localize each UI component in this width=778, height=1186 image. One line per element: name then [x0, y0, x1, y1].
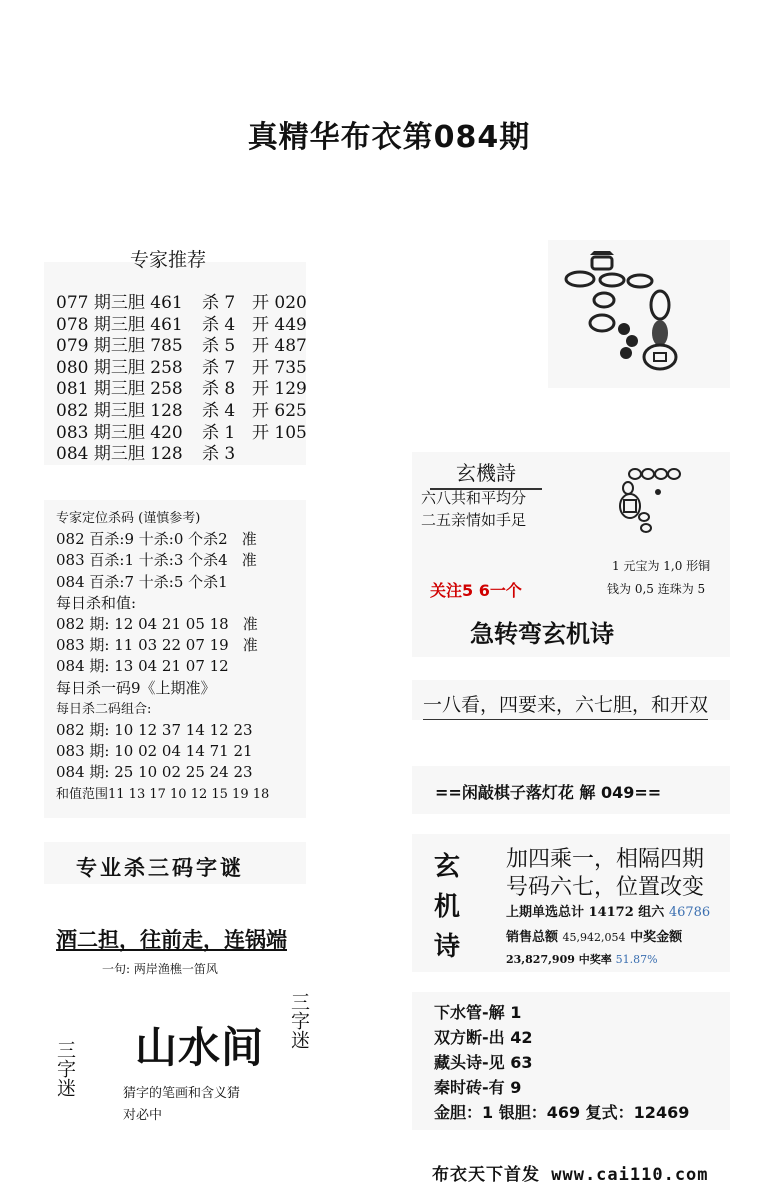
idle-riddle: ==闲敲棋子落灯花 解 049==: [435, 783, 662, 802]
riddle-hint-2: 对必中: [123, 1108, 163, 1123]
two-code-row: 082 期: 10 12 37 14 12 23: [56, 721, 253, 740]
final-line: 藏头诗-见 63: [434, 1053, 533, 1072]
riddle-vertical-right: 三字迷: [288, 992, 310, 1049]
footer-source: 布衣天下首发 www.cai110.com: [432, 1165, 709, 1185]
xj-line-1: 加四乘一，相隔四期: [506, 847, 705, 872]
expert-row: 081 期三胆 258 杀 8 开 129: [56, 379, 307, 400]
final-line: 秦时砖-有 9: [434, 1078, 522, 1097]
final-line: 下水管-解 1: [434, 1003, 522, 1022]
riddle-line: 酒二担，往前走，连锅端: [56, 927, 287, 952]
urgent-heading: 急转弯玄机诗: [470, 620, 614, 648]
xuanji-title: 玄機詩: [430, 457, 542, 490]
riddle-hint-1: 猜字的笔画和含义猜: [123, 1086, 241, 1101]
two-code-row: 084 期: 25 10 02 25 24 23: [56, 763, 253, 782]
expert-table: [56, 293, 307, 466]
expert-row: 083 期三胆 420 杀 1 开 105: [56, 422, 307, 443]
position-row: 082 百杀:9 十杀:0 个杀2 准: [56, 530, 257, 549]
coin-note-1: 1 元宝为 1,0 形铜: [612, 559, 711, 573]
stat-line-1: 上期单选总计 14172 组六 46786: [506, 905, 711, 920]
expert-row: 080 期三胆 258 杀 7 开 735: [56, 357, 307, 378]
final-line: 双方断-出 42: [434, 1028, 533, 1047]
coin-chain-illustration: [612, 462, 712, 552]
focus-note: 关注5 6一个: [430, 581, 522, 600]
kill-heading: 专家定位杀码 (谨慎参考): [56, 511, 201, 526]
sum-heading: 每日杀和值:: [56, 593, 137, 612]
two-code-row: 083 期: 10 02 04 14 71 21: [56, 742, 253, 761]
coins-illustration: [560, 245, 700, 385]
xuanji-line-2: 二五亲情如手足: [421, 511, 527, 529]
expert-row: 077 期三胆 461 杀 7 开 020: [56, 293, 307, 313]
expert-row: 079 期三胆 785 杀 5 开 487: [56, 336, 307, 357]
position-row: 083 百杀:1 十杀:3 个杀4 准: [56, 551, 257, 570]
sum-row: 084 期: 13 04 21 07 12: [56, 657, 229, 676]
sum-row: 082 期: 12 04 21 05 18 准: [56, 615, 258, 634]
kill-section: [56, 508, 306, 805]
one-code: 每日杀一码9《上期准》: [56, 678, 216, 697]
riddle-vertical-left: 三字迷: [54, 1040, 76, 1097]
sum-row: 083 期: 11 03 22 07 19 准: [56, 636, 258, 655]
page-title: 真精华布衣第084期: [247, 120, 531, 155]
final-answers: [434, 1000, 689, 1125]
range-row: 和值范围11 13 17 10 12 15 19 18: [56, 786, 270, 802]
xuanji-line-1: 六八共和平均分: [421, 489, 527, 507]
final-line: 金胆：1 银胆：469 复式：12469: [434, 1103, 690, 1122]
riddle-sub: 一句: 两岸渔樵一笛风: [102, 962, 218, 976]
position-row: 084 百杀:7 十杀:5 个杀1: [56, 572, 228, 591]
expert-row: 082 期三胆 128 杀 4 开 625: [56, 400, 307, 421]
coin-note-2: 钱为 0,5 连珠为 5: [607, 582, 706, 596]
expert-heading: 专家推荐: [130, 249, 207, 271]
expert-row: 084 期三胆 128 杀 3: [56, 444, 236, 465]
stat-line-3: 23,827,909 中奖率 51.87%: [506, 953, 658, 966]
poem-line: 一八看，四要来，六七胆，和开双: [423, 690, 708, 720]
two-code-heading: 每日杀二码组合:: [56, 701, 152, 717]
xj-line-2: 号码六七，位置改变: [506, 875, 705, 900]
riddle-heading: 专业杀三码字谜: [76, 855, 244, 880]
expert-row: 078 期三胆 461 杀 4 开 449: [56, 314, 307, 335]
xj-vertical-title: 玄机诗: [433, 852, 460, 962]
riddle-big-word: 山水间: [135, 1023, 265, 1072]
stat-line-2: 销售总额 45,942,054 中奖金额: [506, 930, 683, 945]
